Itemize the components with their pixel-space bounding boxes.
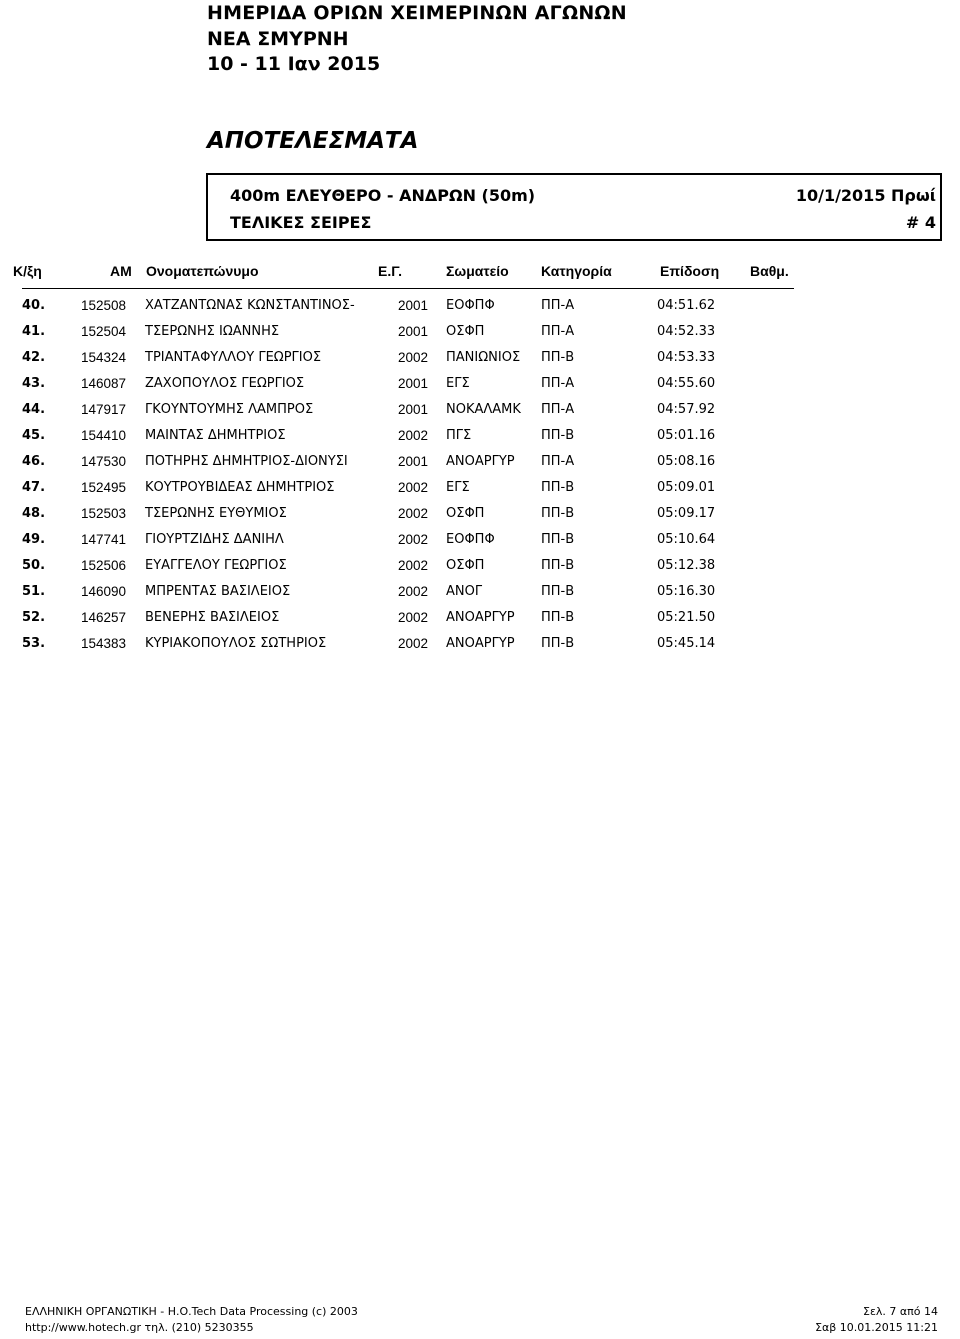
am-cell: 152508 (81, 298, 127, 313)
year-cell: 2001 (398, 402, 429, 417)
time-cell: 05:12.38 (657, 558, 716, 573)
club-cell: ΑΝΟΑΡΓΥΡ (446, 454, 515, 469)
club-cell: ΑΝΟΑΡΓΥΡ (446, 610, 515, 625)
year-cell: 2002 (398, 610, 429, 625)
category-cell: ΠΠ-Β (541, 480, 575, 495)
rank-cell: 52. (22, 610, 46, 625)
am-cell: 152504 (81, 324, 127, 339)
event-box (206, 173, 942, 241)
year-cell: 2001 (398, 298, 429, 313)
event-round: ΤΕΛΙΚΕΣ ΣΕΙΡΕΣ (230, 213, 372, 232)
year-cell: 2001 (398, 376, 429, 391)
footer-org: ΕΛΛΗΝΙΚΗ ΟΡΓΑΝΩΤΙΚΗ - Η.Ο.Tech Data Processing (c) 2003 (25, 1305, 358, 1318)
col-rank-header: Κ/ξη (13, 263, 42, 279)
name-cell: ΚΥΡΙΑΚΟΠΟΥΛΟΣ ΣΩΤΗΡΙΟΣ (145, 636, 327, 651)
table-row (0, 298, 960, 324)
club-cell: ΕΓΣ (446, 376, 470, 391)
name-cell: ΓΙΟΥΡΤΖΙΔΗΣ ΔΑΝΙΗΛ (145, 532, 284, 547)
rank-cell: 41. (22, 324, 46, 339)
am-cell: 147530 (81, 454, 127, 469)
col-time-header: Επίδοση (660, 263, 720, 279)
year-cell: 2002 (398, 532, 429, 547)
event-name: 400m ΕΛΕΥΘΕΡΟ - ΑΝΔΡΩΝ (50m) (230, 186, 536, 205)
time-cell: 05:45.14 (657, 636, 716, 651)
rank-cell: 51. (22, 584, 46, 599)
time-cell: 05:09.17 (657, 506, 716, 521)
rank-cell: 48. (22, 506, 46, 521)
table-row (0, 402, 960, 428)
col-points-header: Βαθμ. (750, 263, 789, 279)
table-row (0, 324, 960, 350)
club-cell: ΠΓΣ (446, 428, 472, 443)
time-cell: 05:21.50 (657, 610, 716, 625)
name-cell: ΚΟΥΤΡΟΥΒΙΔΕΑΣ ΔΗΜΗΤΡΙΟΣ (145, 480, 335, 495)
club-cell: ΕΓΣ (446, 480, 470, 495)
col-name-header: Ονοματεπώνυμο (146, 263, 259, 279)
club-cell: ΝΟΚΑΛΑΜΚ (446, 402, 521, 417)
footer-contact: http://www.hotech.gr τηλ. (210) 5230355 (25, 1321, 254, 1334)
club-cell: ΟΣΦΠ (446, 324, 485, 339)
rank-cell: 46. (22, 454, 46, 469)
am-cell: 154324 (81, 350, 127, 365)
am-cell: 152495 (81, 480, 127, 495)
name-cell: ΓΚΟΥΝΤΟΥΜΗΣ ΛΑΜΠΡΟΣ (145, 402, 314, 417)
time-cell: 05:08.16 (657, 454, 716, 469)
footer-page-number: Σελ. 7 από 14 (863, 1305, 938, 1318)
year-cell: 2002 (398, 506, 429, 521)
time-cell: 04:53.33 (657, 350, 716, 365)
club-cell: ΑΝΟΓ (446, 584, 483, 599)
rank-cell: 49. (22, 532, 46, 547)
category-cell: ΠΠ-Α (541, 298, 575, 313)
time-cell: 05:01.16 (657, 428, 716, 443)
time-cell: 05:16.30 (657, 584, 716, 599)
rank-cell: 47. (22, 480, 46, 495)
am-cell: 146087 (81, 376, 127, 391)
club-cell: ΟΣΦΠ (446, 506, 485, 521)
am-cell: 152506 (81, 558, 127, 573)
year-cell: 2001 (398, 324, 429, 339)
club-cell: ΕΟΦΠΦ (446, 532, 495, 547)
table-row (0, 480, 960, 506)
am-cell: 154410 (81, 428, 127, 443)
time-cell: 05:09.01 (657, 480, 716, 495)
category-cell: ΠΠ-Α (541, 454, 575, 469)
club-cell: ΕΟΦΠΦ (446, 298, 495, 313)
am-cell: 147917 (81, 402, 127, 417)
table-row (0, 584, 960, 610)
club-cell: ΑΝΟΑΡΓΥΡ (446, 636, 515, 651)
name-cell: ΧΑΤΖΑΝΤΩΝΑΣ ΚΩΝΣΤΑΝΤΙΝΟΣ- (145, 298, 355, 313)
year-cell: 2002 (398, 428, 429, 443)
am-cell: 154383 (81, 636, 127, 651)
category-cell: ΠΠ-Β (541, 610, 575, 625)
col-year-header: Ε.Γ. (378, 263, 402, 279)
table-row (0, 376, 960, 402)
event-heat: # 4 (905, 213, 936, 232)
category-cell: ΠΠ-Β (541, 506, 575, 521)
am-cell: 147741 (81, 532, 127, 547)
meet-title: ΗΜΕΡΙΔΑ ΟΡΙΩΝ ΧΕΙΜΕΡΙΝΩΝ ΑΓΩΝΩΝ (207, 2, 627, 24)
year-cell: 2002 (398, 584, 429, 599)
time-cell: 05:10.64 (657, 532, 716, 547)
am-cell: 146090 (81, 584, 127, 599)
header-divider (22, 288, 794, 289)
name-cell: ΒΕΝΕΡΗΣ ΒΑΣΙΛΕΙΟΣ (145, 610, 280, 625)
year-cell: 2002 (398, 558, 429, 573)
category-cell: ΠΠ-Α (541, 376, 575, 391)
col-club-header: Σωματείο (446, 263, 509, 279)
year-cell: 2002 (398, 636, 429, 651)
category-cell: ΠΠ-Β (541, 428, 575, 443)
time-cell: 04:51.62 (657, 298, 716, 313)
category-cell: ΠΠ-Β (541, 584, 575, 599)
col-am-header: ΑΜ (110, 263, 132, 279)
category-cell: ΠΠ-Β (541, 558, 575, 573)
table-row (0, 350, 960, 376)
table-row (0, 558, 960, 584)
year-cell: 2001 (398, 454, 429, 469)
table-row (0, 636, 960, 662)
category-cell: ΠΠ-Α (541, 402, 575, 417)
rank-cell: 40. (22, 298, 46, 313)
event-session: 10/1/2015 Πρωί (795, 186, 936, 205)
name-cell: ΜΑΙΝΤΑΣ ΔΗΜΗΤΡΙΟΣ (145, 428, 286, 443)
rank-cell: 53. (22, 636, 46, 651)
meet-dates: 10 - 11 Ιαν 2015 (207, 53, 381, 75)
table-row (0, 532, 960, 558)
year-cell: 2002 (398, 480, 429, 495)
category-cell: ΠΠ-Β (541, 636, 575, 651)
table-row (0, 428, 960, 454)
rank-cell: 45. (22, 428, 46, 443)
results-title: ΑΠΟΤΕΛΕΣΜΑΤΑ (207, 128, 419, 154)
rank-cell: 44. (22, 402, 46, 417)
table-row (0, 506, 960, 532)
name-cell: ΕΥΑΓΓΕΛΟΥ ΓΕΩΡΓΙΟΣ (145, 558, 287, 573)
name-cell: ΤΣΕΡΩΝΗΣ ΙΩΑΝΝΗΣ (145, 324, 280, 339)
name-cell: ΤΣΕΡΩΝΗΣ ΕΥΘΥΜΙΟΣ (145, 506, 287, 521)
name-cell: ΜΠΡΕΝΤΑΣ ΒΑΣΙΛΕΙΟΣ (145, 584, 291, 599)
am-cell: 146257 (81, 610, 127, 625)
rank-cell: 43. (22, 376, 46, 391)
club-cell: ΟΣΦΠ (446, 558, 485, 573)
footer-printed-date: Σαβ 10.01.2015 11:21 (815, 1321, 938, 1334)
rank-cell: 50. (22, 558, 46, 573)
table-row (0, 454, 960, 480)
name-cell: ΤΡΙΑΝΤΑΦΥΛΛΟΥ ΓΕΩΡΓΙΟΣ (145, 350, 322, 365)
club-cell: ΠΑΝΙΩΝΙΟΣ (446, 350, 521, 365)
am-cell: 152503 (81, 506, 127, 521)
meet-location: ΝΕΑ ΣΜΥΡΝΗ (207, 28, 349, 50)
category-cell: ΠΠ-Β (541, 532, 575, 547)
col-category-header: Κατηγορία (541, 263, 612, 279)
year-cell: 2002 (398, 350, 429, 365)
rank-cell: 42. (22, 350, 46, 365)
time-cell: 04:52.33 (657, 324, 716, 339)
category-cell: ΠΠ-Α (541, 324, 575, 339)
category-cell: ΠΠ-Β (541, 350, 575, 365)
name-cell: ΖΑΧΟΠΟΥΛΟΣ ΓΕΩΡΓΙΟΣ (145, 376, 305, 391)
time-cell: 04:57.92 (657, 402, 716, 417)
name-cell: ΠΟΤΗΡΗΣ ΔΗΜΗΤΡΙΟΣ-ΔΙΟΝΥΣΙ (145, 454, 348, 469)
time-cell: 04:55.60 (657, 376, 716, 391)
table-row (0, 610, 960, 636)
